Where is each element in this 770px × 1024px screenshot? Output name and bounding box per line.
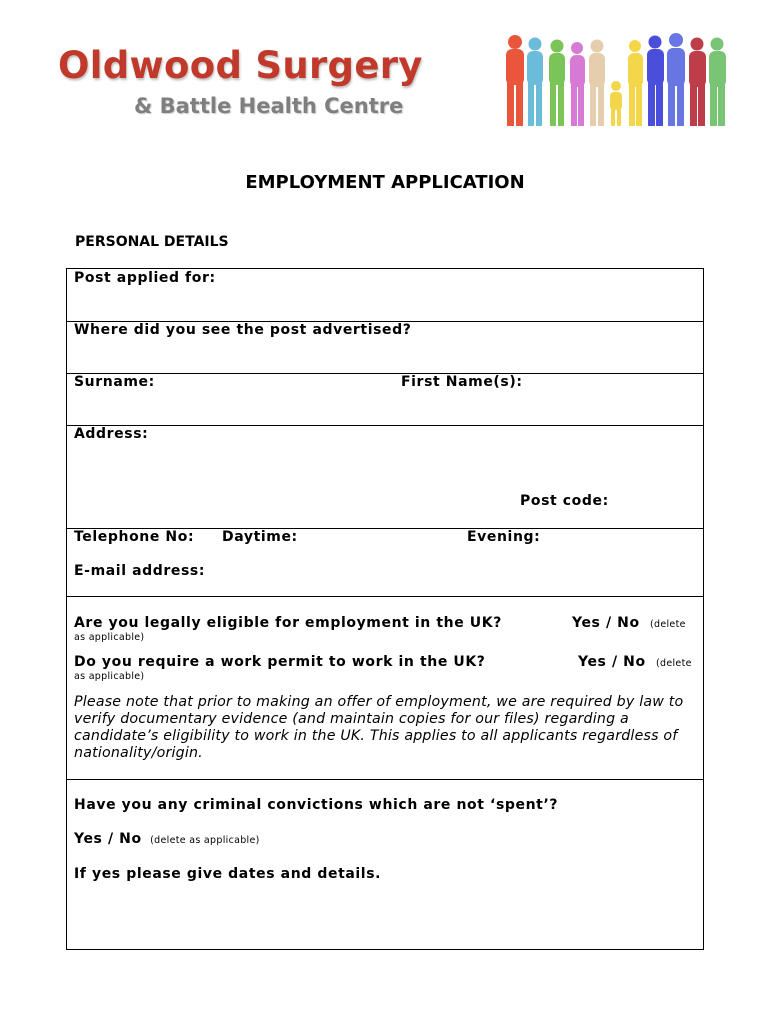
- work-permit-yes-no: Yes / No: [578, 654, 646, 670]
- surname-label: Surname:: [74, 374, 155, 390]
- telephone-label: Telephone No:: [74, 529, 195, 545]
- divider: [67, 425, 703, 426]
- section-heading: PERSONAL DETAILS: [75, 234, 229, 250]
- person-figure: [570, 42, 585, 126]
- convictions-details-label: If yes please give dates and details.: [74, 866, 382, 882]
- personal-details-form: [66, 268, 704, 950]
- divider: [67, 779, 703, 780]
- org-logo-title: Oldwood Surgery: [58, 44, 423, 87]
- person-figure: [549, 40, 565, 127]
- convictions-question: Have you any criminal convictions which are not ‘spent’?: [74, 797, 559, 813]
- eligibility-delete-note: (delete: [650, 619, 686, 630]
- person-figure: [667, 33, 685, 126]
- convictions-yes-no-value: Yes / No: [74, 831, 142, 847]
- person-figure: [610, 40, 643, 126]
- divider: [67, 373, 703, 374]
- person-figure: [647, 36, 664, 127]
- eligibility-note: Please note that prior to making an offer of employment, we are required by law to verify documentary evidence (and maintain copies for our files) regarding a candidate’s eligibility to work in the UK. This applies to all applicants regardless of nationality/origin.: [74, 694, 684, 761]
- address-label: Address:: [74, 426, 149, 442]
- work-permit-delete-note-cont: as applicable): [74, 671, 145, 682]
- convictions-yes-no: [74, 831, 260, 847]
- work-permit-delete-note: (delete: [656, 658, 692, 669]
- evening-label: Evening:: [467, 529, 541, 545]
- header: [0, 0, 770, 140]
- org-logo-subtitle: & Battle Health Centre: [134, 94, 404, 118]
- eligibility-yes-no: Yes / No: [572, 615, 640, 631]
- eligibility-question: Are you legally eligible for employment in the UK?: [74, 615, 502, 631]
- person-figure: [506, 35, 524, 126]
- work-permit-question: Do you require a work permit to work in the UK?: [74, 654, 486, 670]
- post-applied-label: Post applied for:: [74, 270, 216, 286]
- people-silhouettes-logo: [495, 30, 745, 130]
- person-figure: [589, 40, 605, 127]
- convictions-delete-note: (delete as applicable): [150, 835, 260, 846]
- daytime-label: Daytime:: [222, 529, 298, 545]
- eligibility-delete-note-cont: as applicable): [74, 632, 145, 643]
- email-label: E-mail address:: [74, 563, 206, 579]
- person-figure: [527, 38, 543, 127]
- post-advertised-label: Where did you see the post advertised?: [74, 322, 412, 338]
- post-code-label: Post code:: [520, 493, 609, 509]
- divider: [67, 596, 703, 597]
- person-figure: [689, 38, 706, 127]
- person-figure: [709, 38, 726, 127]
- first-names-label: First Name(s):: [401, 374, 523, 390]
- document-title: EMPLOYMENT APPLICATION: [245, 172, 525, 193]
